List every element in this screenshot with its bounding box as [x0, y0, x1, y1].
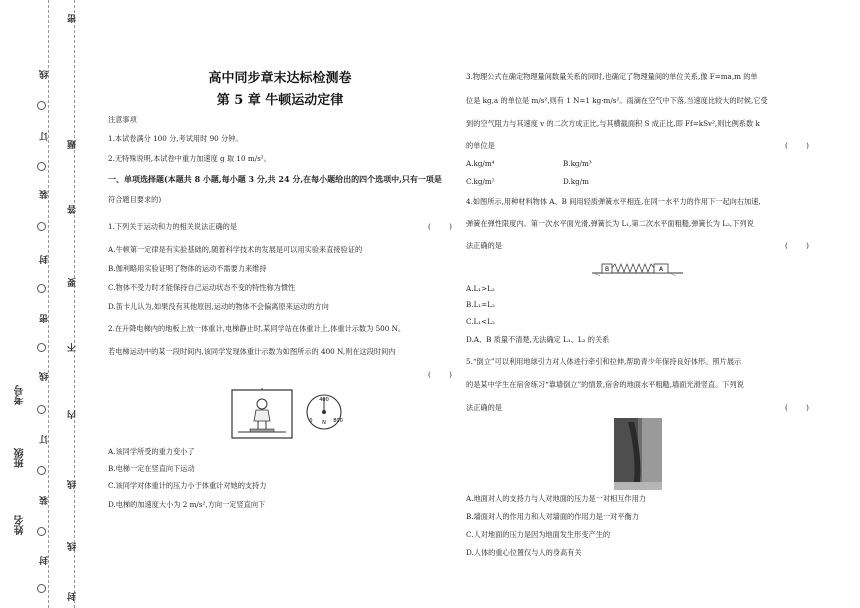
binding-label: 答 [68, 205, 78, 214]
class-label: 班级 [15, 448, 26, 468]
binding-line-inner [74, 0, 75, 608]
elevator-scale-figure [228, 388, 348, 440]
q3-option-d: D.kg/m [563, 177, 589, 186]
q3-stem: 3.物理公式在确定物理量间数量关系的同时,也确定了物理量间的单位关系,像 F=ma,m 的单 [466, 72, 758, 81]
binding-hole [37, 101, 46, 110]
binding-label: 题 [68, 140, 78, 149]
q4-stem: 4.如图所示,用种材料物体 A、B 间用轻质弹簧水平相连,在同一水平力的作用下一起向右加速, [466, 197, 761, 206]
q1-answer-blank: ( ) [428, 222, 452, 231]
binding-label: 线 [68, 542, 78, 551]
binding-hole [37, 162, 46, 171]
binding-label: 线 [40, 372, 50, 381]
binding-line-outer [48, 0, 49, 608]
dial-unit: N [322, 420, 326, 426]
binding-label: 要 [68, 278, 78, 287]
q5-option-d: D.人体的重心位置仅与人的身高有关 [466, 548, 582, 557]
section-heading: 一、单项选择题(本题共 8 小题,每小题 3 分,共 24 分,在每小题给出的四个选项中,只有一项是 [108, 174, 442, 184]
q4-stem-cont: 法正确的是 [466, 241, 502, 250]
binding-label: 线 [40, 70, 50, 79]
q5-stem: 5.“倒立”可以利用地球引力对人体进行牵引和拉伸,帮助青少年保持良好体形。照片展示 [466, 357, 742, 366]
handstand-photo [614, 418, 662, 490]
q2-stem: 2.在升降电梯内的地板上放一体重计,电梯静止时,某同学站在体重计上,体重计示数为 500 N。 [108, 324, 406, 333]
q3-option-a: A.kg/m⁴ [466, 159, 495, 168]
q5-option-c: C.人对地面的压力是因为地面发生形变产生的 [466, 530, 611, 539]
q2-option-b: B.电梯一定在竖直向下运动 [108, 464, 195, 473]
student-body [254, 410, 270, 421]
section-heading-cont: 符合题目要求的) [108, 195, 162, 204]
spring [612, 264, 654, 272]
weighing-scale [250, 429, 274, 432]
binding-label: 订 [40, 435, 50, 444]
q1-option-a: A.牛顿第一定律是有实验基础的,随着科学技术的发展是可以用实验来直接验证的 [108, 245, 363, 254]
binding-label: 装 [40, 496, 50, 505]
binding-hole [37, 584, 46, 593]
q1-stem: 1.下列关于运动和力的相关说法正确的是 [108, 222, 238, 231]
q5-option-b: B.墙面对人的作用力和人对墙面的作用力是一对平衡力 [466, 512, 639, 521]
q1-option-c: C.物体不受力时才能保持自己运动状态不变的特性称为惯性 [108, 283, 296, 292]
dial-label-left: 0 [309, 418, 313, 424]
binding-label: 订 [40, 132, 50, 141]
chapter-title: 第 5 章 牛顿运动定律 [216, 93, 344, 108]
q3-stem-cont: 到的空气阻力与其速度 v 的二次方成正比,与其横截面积 S 成正比,即 Ff=kSv²,则比例系数 k [466, 119, 760, 128]
q3-option-c: C.kg/m² [466, 177, 495, 186]
binding-hole [37, 527, 46, 536]
q3-stem-cont: 的单位是 [466, 141, 495, 150]
notice-item: 2.无特殊说明,本试卷中重力加速度 g 取 10 m/s²。 [108, 154, 271, 163]
q1-option-b: B.伽利略用实验证明了物体的运动不需要力来维持 [108, 264, 267, 273]
spring-blocks-figure [590, 258, 685, 276]
dial-label-right: 800 [333, 418, 343, 424]
q2-answer-blank: ( ) [428, 370, 452, 379]
q2-option-d: D.电梯的加速度大小为 2 m/s²,方向一定竖直向下 [108, 500, 266, 509]
binding-label: 封 [40, 255, 50, 264]
exam-title: 高中同步章末达标检测卷 [208, 71, 352, 86]
binding-label: 密 [68, 14, 78, 23]
student-id-label: 考号 [15, 385, 26, 405]
q5-stem-cont: 法正确的是 [466, 403, 502, 412]
q4-answer-blank: ( ) [785, 241, 809, 250]
block-b-label: B [604, 266, 610, 273]
student-head [257, 399, 267, 409]
q4-stem-cont: 弹簧在弹性限度内。第一次水平面光滑,弹簧长为 L₁,第二次水平面粗糙,弹簧长为 L₂,下列说 [466, 219, 754, 228]
binding-label: 密 [40, 314, 50, 323]
q2-option-c: C.该同学对体重计的压力小于体重计对她的支持力 [108, 481, 267, 490]
q5-stem-cont: 的是某中学生在宿舍练习“靠墙倒立”的情景,宿舍的地面水平粗糙,墙面光滑竖直。下列说 [466, 380, 744, 389]
q5-answer-blank: ( ) [785, 403, 809, 412]
q1-option-d: D.笛卡儿认为,如果没有其他原因,运动的物体不会偏离原来运动的方向 [108, 302, 329, 311]
binding-label: 内 [68, 410, 78, 419]
binding-label: 封 [40, 556, 50, 565]
q3-stem-cont: 位是 kg,a 的单位是 m/s²,则有 1 N=1 kg·m/s²。雨滴在空气中下落,当速度比较大的时候,它受 [466, 96, 768, 105]
q4-option-a: A.L₁>L₂ [466, 284, 495, 293]
dial-label-top: 400 [319, 397, 329, 403]
binding-hole [37, 343, 46, 352]
binding-label: 封 [68, 592, 78, 601]
binding-label: 线 [68, 480, 78, 489]
binding-label: 装 [40, 190, 50, 199]
notice-heading: 注意事项 [108, 115, 137, 124]
q3-option-b: B.kg/m³ [563, 159, 592, 168]
q3-answer-blank: ( ) [785, 141, 809, 150]
binding-hole [37, 466, 46, 475]
q4-option-c: C.L₁<L₂ [466, 317, 495, 326]
binding-label: 不 [68, 343, 78, 352]
q2-option-a: A.该同学所受的重力变小了 [108, 447, 195, 456]
q4-option-d: D.A、B 质量不清楚,无法确定 L₁、L₂ 的关系 [466, 335, 610, 344]
q4-option-b: B.L₁=L₂ [466, 300, 495, 309]
notice-item: 1.本试卷满分 100 分,考试用时 90 分钟。 [108, 134, 243, 143]
binding-hole [37, 405, 46, 414]
binding-hole [37, 222, 46, 231]
q2-stem-cont: 若电梯运动中的某一段时间内,该同学发现体重计示数为如图所示的 400 N,则在这段时间内 [108, 347, 396, 356]
binding-hole [37, 284, 46, 293]
q5-option-a: A.地面对人的支持力与人对地面的压力是一对相互作用力 [466, 494, 646, 503]
block-a-label: A [658, 266, 664, 273]
student-name-label: 姓名 [15, 515, 26, 535]
